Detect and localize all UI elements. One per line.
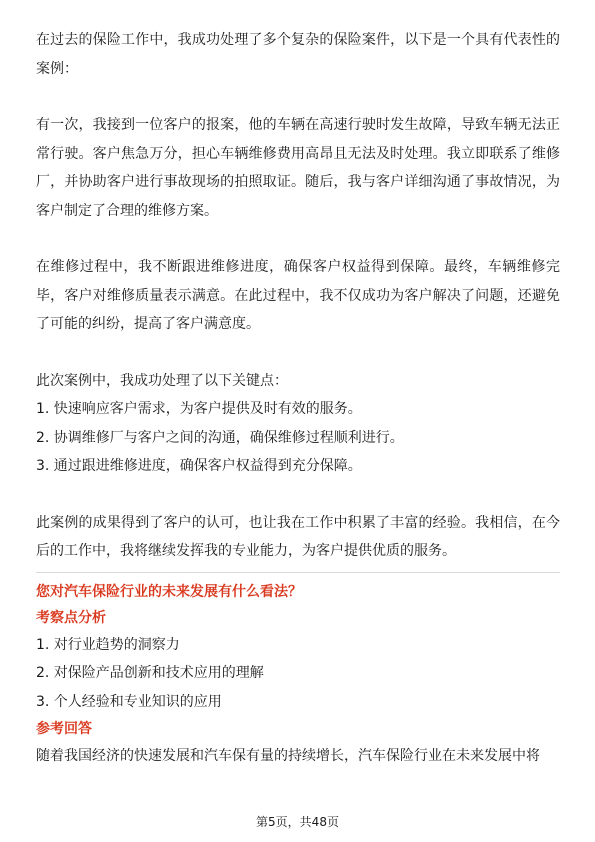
case-paragraph-2: 在维修过程中，我不断跟进维修进度，确保客户权益得到保障。最终，车辆维修完毕，客户对维修质量表示满意。在此过程中，我不仅成功为客户解决了问题，还避免了可能的纠纷，提高了客户满意度。 [36, 259, 560, 332]
interview-question: 您对汽车保险行业的未来发展有什么看法？ [36, 583, 302, 600]
answer-heading: 参考回答 [36, 721, 92, 737]
analysis-heading: 考察点分析 [36, 609, 106, 626]
intro-paragraph: 在过去的保险工作中，我成功处理了多个复杂的保险案件，以下是一个具有代表性的案例： [36, 32, 560, 77]
key-point-item: 1. 快速响应客户需求，为客户提供及时有效的服务。 [36, 401, 362, 417]
conclusion-paragraph: 此案例的成果得到了客户的认可，也让我在工作中积累了丰富的经验。我相信，在今后的工作中，我将继续发挥我的专业能力，为客户提供优质的服务。 [36, 514, 560, 559]
key-points-intro: 此次案例中，我成功处理了以下关键点： [36, 372, 288, 389]
document-page [36, 26, 560, 771]
page-footer: 第5页，共48页 [256, 815, 339, 829]
analysis-item: 1. 对行业趋势的洞察力 [36, 636, 180, 653]
key-point-item: 2. 协调维修厂与客户之间的沟通，确保维修过程顺利进行。 [36, 429, 404, 446]
section-divider [36, 572, 560, 573]
analysis-item: 2. 对保险产品创新和技术应用的理解 [36, 665, 264, 681]
analysis-item: 3. 个人经验和专业知识的应用 [36, 693, 222, 710]
key-point-item: 3. 通过跟进维修进度，确保客户权益得到充分保障。 [36, 458, 362, 474]
answer-paragraph: 随着我国经济的快速发展和汽车保有量的持续增长，汽车保险行业在未来发展中将 [36, 748, 540, 764]
case-paragraph-1: 有一次，我接到一位客户的报案，他的车辆在高速行驶时发生故障，导致车辆无法正常行驶。客户焦急万分，担心车辆维修费用高昂且无法及时处理。我立即联系了维修厂，并协助客户进行事故现场的拍照取证。随后，我与客户详细沟通了事故情况，为客户制定了合理的维修方案。 [36, 117, 560, 219]
